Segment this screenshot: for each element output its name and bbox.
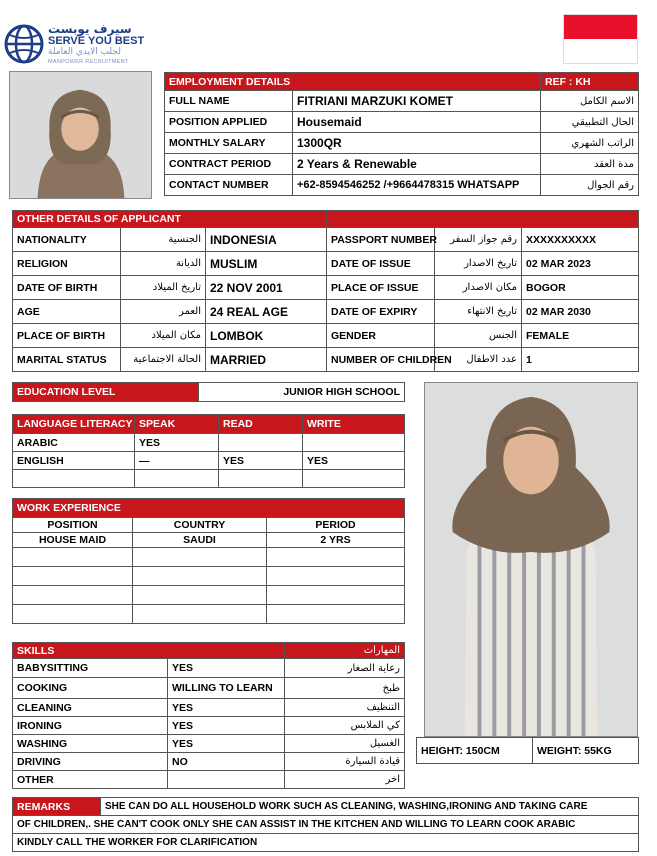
contact-label: CONTACT NUMBER: [165, 175, 293, 196]
skill-ironing: IRONING: [13, 717, 168, 735]
religion-value: MUSLIM: [206, 252, 327, 276]
measurements-table: [416, 737, 639, 764]
work-header: WORK EXPERIENCE: [13, 499, 405, 518]
position-label: POSITION APPLIED: [165, 112, 293, 133]
skill-babysitting-value: YES: [168, 659, 285, 678]
applicant-photo-small: [9, 71, 152, 199]
salary-ar: الراتب الشهري: [541, 133, 639, 154]
expiry-label: DATE OF EXPIRY: [327, 300, 435, 324]
skill-babysitting: BABYSITTING: [13, 659, 168, 678]
skill-ironing-value: YES: [168, 717, 285, 735]
english-read: YES: [219, 452, 303, 470]
passport-value: XXXXXXXXXX: [522, 228, 639, 252]
full-name-ar: الاسم الكامل: [541, 91, 639, 112]
birth-place-value: LOMBOK: [206, 324, 327, 348]
religion-label: RELIGION: [13, 252, 121, 276]
skill-cooking: COOKING: [13, 678, 168, 699]
birth-place-ar: مكان الميلاد: [121, 324, 206, 348]
remarks-table: [12, 797, 639, 852]
skill-ironing-ar: كي الملابس: [285, 717, 405, 735]
employment-details-table: [164, 72, 639, 196]
arabic-write: [303, 434, 405, 452]
lang-arabic: ARABIC: [13, 434, 135, 452]
salary-value: 1300QR: [293, 133, 541, 154]
skill-other-ar: اخر: [285, 771, 405, 789]
logo-tagline: MANPOWER RECRUITMENT: [48, 59, 129, 65]
skills-table: [12, 642, 405, 789]
skill-washing-ar: الغسيل: [285, 735, 405, 753]
skill-washing-value: YES: [168, 735, 285, 753]
expiry-ar: تاريخ الانتهاء: [435, 300, 522, 324]
issue-place-label: PLACE OF ISSUE: [327, 276, 435, 300]
write-header: WRITE: [303, 415, 405, 434]
skill-cleaning-ar: التنظيف: [285, 699, 405, 717]
skill-driving: DRIVING: [13, 753, 168, 771]
passport-label: PASSPORT NUMBER: [327, 228, 435, 252]
nationality-label: NATIONALITY: [13, 228, 121, 252]
age-label: AGE: [13, 300, 121, 324]
gender-label: GENDER: [327, 324, 435, 348]
contract-value: 2 Years & Renewable: [293, 154, 541, 175]
children-ar: عدد الاطفال: [435, 348, 522, 372]
education-label: EDUCATION LEVEL: [13, 383, 199, 402]
logo-brand: SERVE YOU BEST: [48, 35, 145, 47]
children-value: 1: [522, 348, 639, 372]
indonesia-flag: [563, 14, 638, 64]
ref-label: REF : KH: [541, 73, 639, 91]
skill-driving-value: NO: [168, 753, 285, 771]
speak-header: SPEAK: [135, 415, 219, 434]
logo-arabic-sub: لجلب الايدي العاملة: [48, 47, 121, 57]
contact-value: +62-8594546252 /+9664478315 WHATSAPP: [293, 175, 541, 196]
other-details-header: OTHER DETAILS OF APPLICANT: [13, 211, 327, 228]
skill-cooking-ar: طبخ: [285, 678, 405, 699]
applicant-photo-full: [424, 382, 638, 737]
birth-place-label: PLACE OF BIRTH: [13, 324, 121, 348]
english-speak: —: [135, 452, 219, 470]
arabic-speak: YES: [135, 434, 219, 452]
work-country: SAUDI: [133, 533, 267, 548]
contract-label: CONTRACT PERIOD: [165, 154, 293, 175]
contact-ar: رقم الجوال: [541, 175, 639, 196]
logo-globe-icon: [4, 24, 44, 64]
skill-cleaning-value: YES: [168, 699, 285, 717]
employment-header: EMPLOYMENT DETAILS: [165, 73, 541, 91]
lang-english: ENGLISH: [13, 452, 135, 470]
nationality-value: INDONESIA: [206, 228, 327, 252]
issue-date-value: 02 MAR 2023: [522, 252, 639, 276]
language-table: [12, 414, 405, 488]
remarks-label: REMARKS: [13, 798, 101, 816]
language-header: LANGUAGE LITERACY: [13, 415, 135, 434]
remarks-line-3: KINDLY CALL THE WORKER FOR CLARIFICATION: [13, 834, 639, 852]
skill-driving-ar: قيادة السيارة: [285, 753, 405, 771]
education-table: [12, 382, 405, 402]
contract-ar: مدة العقد: [541, 154, 639, 175]
dob-ar: تاريخ الميلاد: [121, 276, 206, 300]
education-value: JUNIOR HIGH SCHOOL: [199, 383, 405, 402]
skills-header-ar: المهارات: [285, 643, 405, 659]
issue-date-label: DATE OF ISSUE: [327, 252, 435, 276]
religion-ar: الديانة: [121, 252, 206, 276]
salary-label: MONTHLY SALARY: [165, 133, 293, 154]
logo-arabic: سيرف يوبست: [48, 22, 132, 36]
other-details-table: [12, 210, 639, 372]
skill-babysitting-ar: رعاية الصغار: [285, 659, 405, 678]
passport-ar: رقم جواز السفر: [435, 228, 522, 252]
work-period: 2 YRS: [267, 533, 405, 548]
gender-value: FEMALE: [522, 324, 639, 348]
dob-label: DATE OF BIRTH: [13, 276, 121, 300]
skill-other-value: [168, 771, 285, 789]
skill-cleaning: CLEANING: [13, 699, 168, 717]
children-label: NUMBER OF CHILDREN: [327, 348, 435, 372]
expiry-value: 02 MAR 2030: [522, 300, 639, 324]
arabic-read: [219, 434, 303, 452]
work-experience-table: [12, 498, 405, 624]
nationality-ar: الجنسية: [121, 228, 206, 252]
read-header: READ: [219, 415, 303, 434]
marital-value: MARRIED: [206, 348, 327, 372]
skill-cooking-value: WILLING TO LEARN: [168, 678, 285, 699]
issue-place-value: BOGOR: [522, 276, 639, 300]
work-position: HOUSE MAID: [13, 533, 133, 548]
marital-ar: الحالة الاجتماعية: [121, 348, 206, 372]
skills-header: SKILLS: [13, 643, 285, 659]
skill-washing: WASHING: [13, 735, 168, 753]
issue-date-ar: تاريخ الاصدار: [435, 252, 522, 276]
position-value: Housemaid: [293, 112, 541, 133]
position-ar: الحال التطبيقي: [541, 112, 639, 133]
english-write: YES: [303, 452, 405, 470]
period-col-header: PERIOD: [267, 518, 405, 533]
full-name-label: FULL NAME: [165, 91, 293, 112]
gender-ar: الجنس: [435, 324, 522, 348]
company-logo: [4, 22, 164, 66]
country-col-header: COUNTRY: [133, 518, 267, 533]
age-value: 24 REAL AGE: [206, 300, 327, 324]
age-ar: العمر: [121, 300, 206, 324]
full-name-value: FITRIANI MARZUKI KOMET: [293, 91, 541, 112]
issue-place-ar: مكان الاصدار: [435, 276, 522, 300]
position-col-header: POSITION: [13, 518, 133, 533]
skill-other: OTHER: [13, 771, 168, 789]
height-value: HEIGHT: 150CM: [417, 738, 533, 764]
weight-value: WEIGHT: 55KG: [533, 738, 639, 764]
dob-value: 22 NOV 2001: [206, 276, 327, 300]
remarks-line-1: SHE CAN DO ALL HOUSEHOLD WORK SUCH AS CLEANING, WASHING,IRONING AND TAKING CARE: [101, 798, 639, 816]
remarks-line-2: OF CHILDREN,. SHE CAN'T COOK ONLY SHE CAN ASSIST IN THE KITCHEN AND WILLING TO LEARN COOK ARABIC: [13, 816, 639, 834]
marital-label: MARITAL STATUS: [13, 348, 121, 372]
